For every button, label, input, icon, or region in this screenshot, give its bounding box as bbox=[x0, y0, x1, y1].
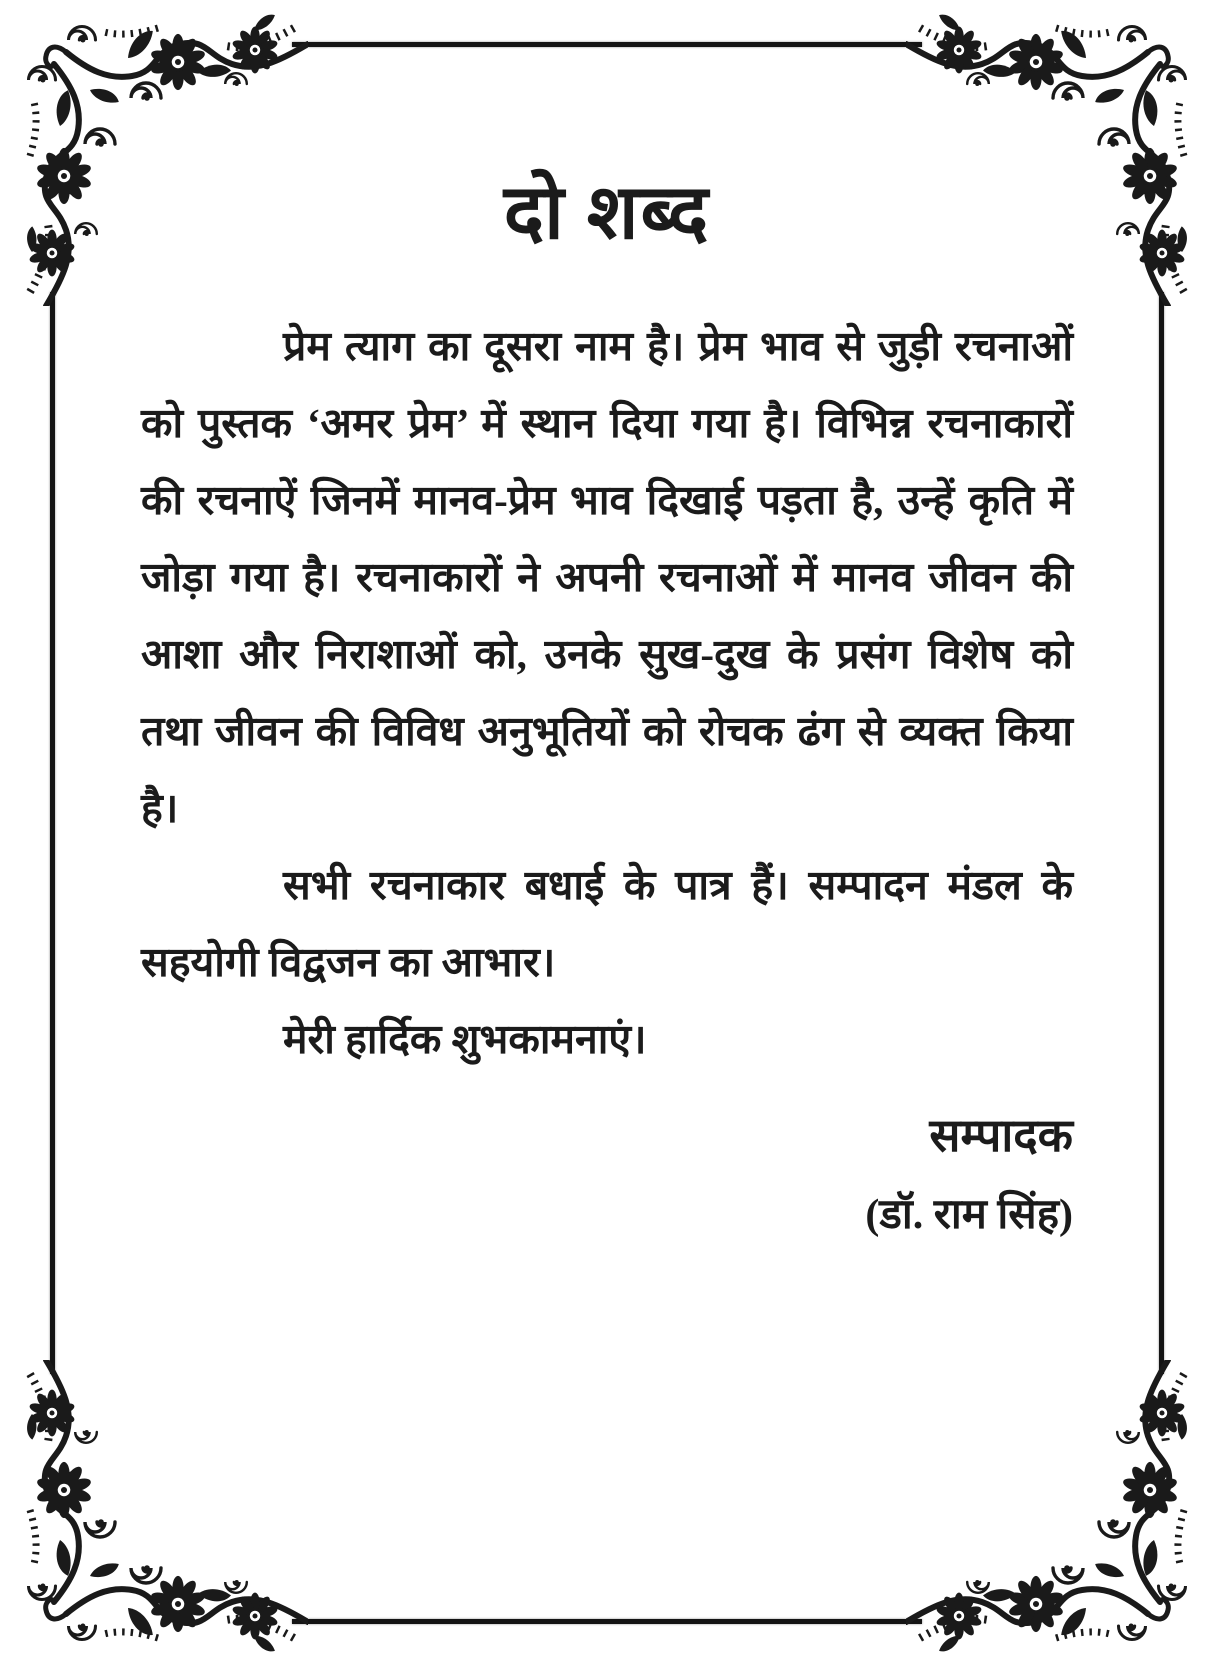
page-title: दो शब्द bbox=[503, 171, 711, 255]
frame-rule-bottom bbox=[292, 1619, 922, 1624]
floral-ornament-bottom-right-icon bbox=[906, 1360, 1206, 1660]
signature-block bbox=[141, 1096, 1073, 1254]
paragraph-3: मेरी हार्दिक शुभकामनाएं। bbox=[283, 1015, 647, 1062]
preface-body bbox=[141, 308, 1073, 1078]
frame-rule-right bbox=[1159, 292, 1164, 1374]
frame-rule-left bbox=[50, 292, 55, 1374]
floral-ornament-top-left-icon bbox=[8, 6, 308, 306]
signature-role: सम्पादक bbox=[929, 1109, 1073, 1161]
floral-ornament-bottom-left-icon bbox=[8, 1360, 308, 1660]
paragraph-1: प्रेम त्याग का दूसरा नाम है। प्रेम भाव से जुड़ी रचनाओं को पुस्तक ‘अमर प्रेम’ में स्थान दिया गया है। विभिन्न रचनाकारों की रचनाऐं जिनमें मानव-प्रेम भाव दिखाई पड़ता है, उन्हें कृति में जोड़ा गया है। रचनाकारों ने अपनी रचनाओं में मानव जीवन की आशा और निराशाओं को, उनके सुख-दुख के प्रसंग विशेष को तथा जीवन की विविध अनुभूतियों को रोचक ढंग से व्यक्त किया है। bbox=[141, 322, 1073, 831]
paragraph-2: सभी रचनाकार बधाई के पात्र हैं। सम्पादन मंडल के सहयोगी विद्वजन का आभार। bbox=[141, 861, 1073, 985]
frame-rule-top bbox=[292, 42, 922, 47]
floral-ornament-top-right-icon bbox=[906, 6, 1206, 306]
signature-name: (डॉ. राम सिंह) bbox=[865, 1191, 1073, 1238]
